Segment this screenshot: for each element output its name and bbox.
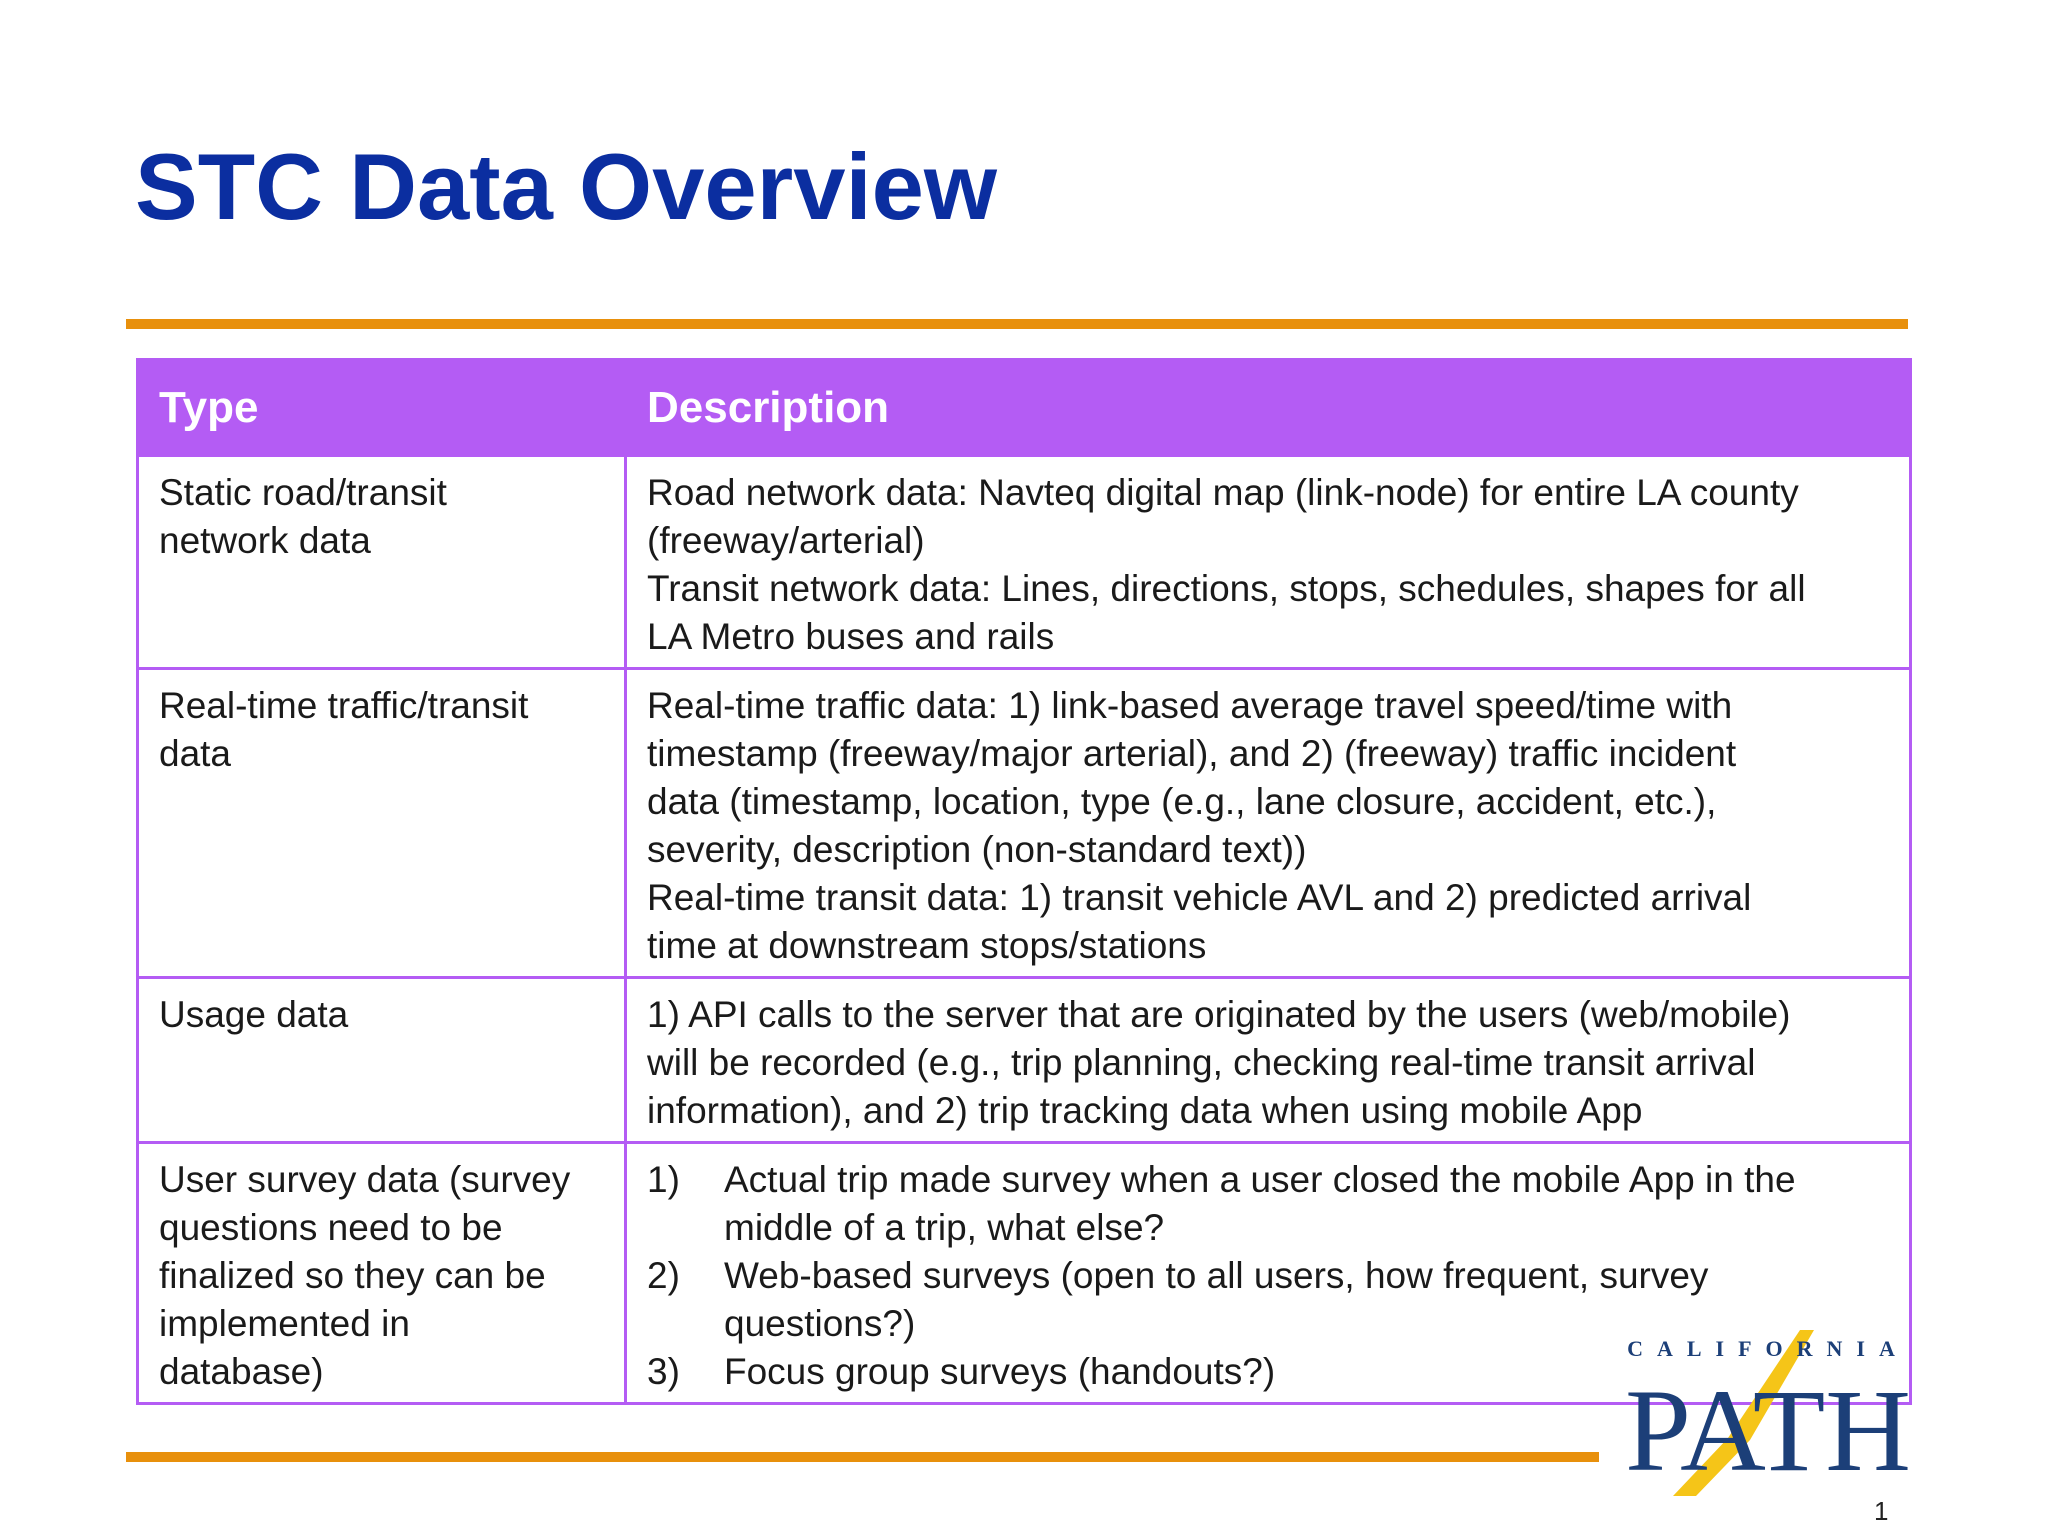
page-number: 1 [1874, 1496, 1889, 1526]
list-text-line: middle of a trip, what else? [724, 1207, 1165, 1248]
description-line: 1) API calls to the server that are originated by the users (web/mobile) [647, 994, 1791, 1035]
description-line: Real-time traffic data: 1) link-based average travel speed/time with [647, 685, 1733, 726]
list-number: 1) [647, 1159, 680, 1200]
type-line: finalized so they can be [159, 1255, 546, 1296]
description-line: data (timestamp, location, type (e.g., lane closure, accident, etc.), [647, 781, 1717, 822]
description-line: severity, description (non-standard text)) [647, 829, 1307, 870]
data-overview-table [136, 358, 1912, 1405]
description-cell [626, 978, 1911, 1143]
type-line: database) [159, 1351, 324, 1392]
description-cell [626, 669, 1911, 978]
list-text-line: Web-based surveys (open to all users, how frequent, survey [724, 1255, 1709, 1296]
list-text-line: questions?) [724, 1303, 916, 1344]
list-text-line: Actual trip made survey when a user closed the mobile App in the [724, 1159, 1796, 1200]
description-cell [626, 456, 1911, 669]
logo-top-text: CALIFORNIA [1627, 1336, 1909, 1361]
california-path-logo [1618, 1318, 1918, 1498]
type-cell [138, 978, 626, 1143]
type-line: Usage data [159, 994, 349, 1035]
description-line: Transit network data: Lines, directions, stops, schedules, shapes for all [647, 568, 1806, 609]
type-line: Static road/transit [159, 472, 447, 513]
table-row [138, 669, 1911, 978]
type-line: data [159, 733, 232, 774]
top-divider [126, 319, 1908, 329]
type-line: questions need to be [159, 1207, 503, 1248]
type-line: Real-time traffic/transit [159, 685, 529, 726]
description-line: information), and 2) trip tracking data when using mobile App [647, 1090, 1643, 1131]
type-cell [138, 456, 626, 669]
description-line: timestamp (freeway/major arterial), and 2) (freeway) traffic incident [647, 733, 1737, 774]
list-number: 3) [647, 1351, 680, 1392]
header-type: Type [138, 360, 626, 456]
description-line: Road network data: Navteq digital map (link-node) for entire LA county [647, 472, 1799, 513]
type-cell [138, 669, 626, 978]
type-line: implemented in [159, 1303, 410, 1344]
table-row [138, 978, 1911, 1143]
description-line: LA Metro buses and rails [647, 616, 1055, 657]
description-line: Real-time transit data: 1) transit vehicle AVL and 2) predicted arrival [647, 877, 1752, 918]
type-cell [138, 1143, 626, 1404]
list-number: 2) [647, 1255, 680, 1296]
header-description: Description [626, 360, 1911, 456]
list-text-line: Focus group surveys (handouts?) [724, 1351, 1276, 1392]
description-line: time at downstream stops/stations [647, 925, 1207, 966]
table-row [138, 456, 1911, 669]
description-line: (freeway/arterial) [647, 520, 925, 561]
description-line: will be recorded (e.g., trip planning, checking real-time transit arrival [647, 1042, 1756, 1083]
table-header-row [138, 360, 1911, 456]
bottom-divider [126, 1452, 1599, 1462]
list-item [647, 1156, 1889, 1252]
slide-title: STC Data Overview [135, 134, 998, 239]
type-line: network data [159, 520, 371, 561]
logo-main-text: PATH [1625, 1365, 1911, 1496]
type-line: User survey data (survey [159, 1159, 571, 1200]
